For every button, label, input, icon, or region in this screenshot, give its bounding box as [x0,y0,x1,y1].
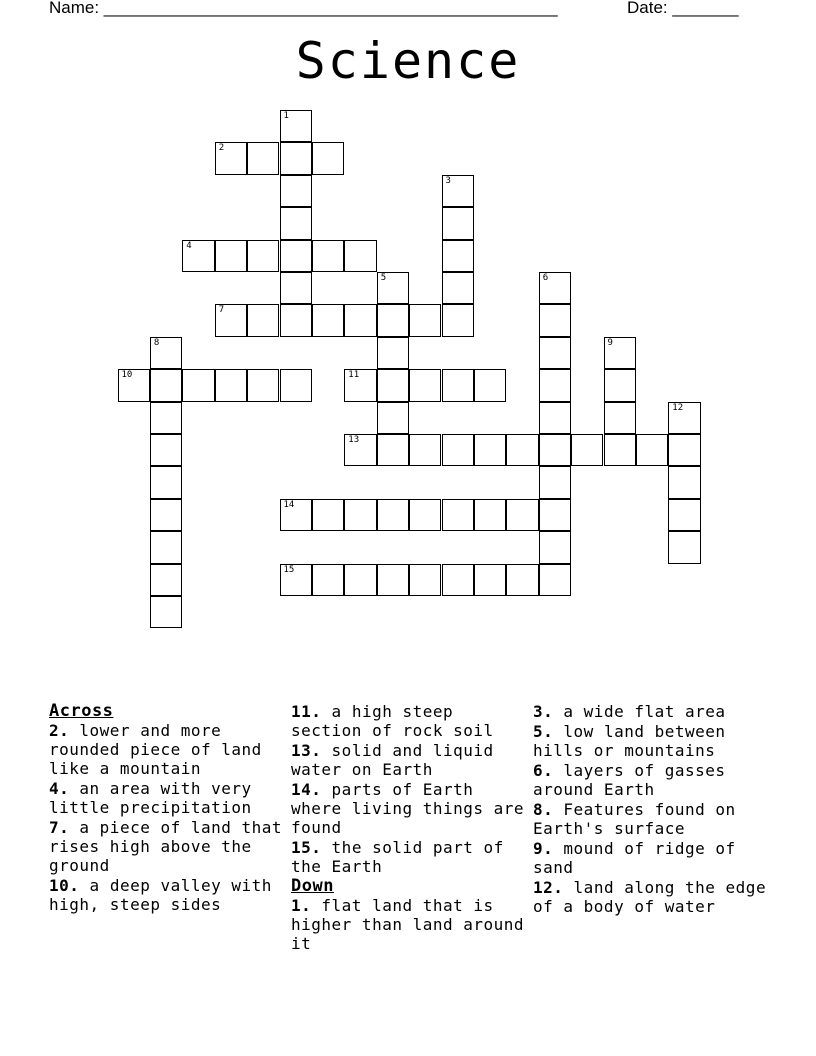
crossword-cell[interactable] [442,434,474,466]
crossword-cell[interactable] [312,142,344,174]
crossword-cell[interactable] [280,499,312,531]
crossword-cell[interactable] [150,402,182,434]
clue-number: 13 [348,435,360,445]
crossword-cell[interactable] [377,272,409,304]
crossword-cell[interactable] [506,564,538,596]
crossword-cell[interactable] [377,402,409,434]
crossword-cell[interactable] [539,272,571,304]
crossword-cell[interactable] [442,369,474,401]
crossword-cell[interactable] [150,531,182,563]
crossword-cell[interactable] [150,369,182,401]
clue-column-2 [291,702,527,954]
crossword-cell[interactable] [539,564,571,596]
clue-number: 10 [121,370,133,381]
crossword-cell[interactable] [539,434,571,466]
crossword-cell[interactable] [215,240,247,272]
crossword-cell[interactable] [344,369,376,401]
across-heading: Across [49,701,114,721]
crossword-cell[interactable] [377,434,409,466]
crossword-cell[interactable] [539,531,571,563]
crossword-cell[interactable] [344,434,376,466]
clue-down-12: 12. land along the edge of a body of water [533,878,767,916]
crossword-cell[interactable] [442,272,474,304]
crossword-cell[interactable] [668,531,700,563]
clue-across-11: 11. a high steep section of rock soil [291,702,494,740]
crossword-cell[interactable] [150,434,182,466]
crossword-cell[interactable] [668,402,700,434]
clue-column-3 [533,702,769,917]
crossword-cell[interactable] [280,304,312,336]
crossword-cell[interactable] [377,369,409,401]
clue-down-8: 8. Features found on Earth's surface [533,800,736,838]
clue-number: 1 [283,111,289,121]
crossword-cell[interactable] [150,596,182,628]
crossword-cell[interactable] [344,304,376,336]
crossword-cell[interactable] [215,142,247,174]
clue-across-13: 13. solid and liquid water on Earth [291,741,494,779]
crossword-cell[interactable] [668,466,700,498]
crossword-cell[interactable] [442,175,474,207]
clue-across-14: 14. parts of Earth where living things are found [291,780,525,837]
crossword-cell[interactable] [474,499,506,531]
crossword-cell[interactable] [150,499,182,531]
crossword-cell[interactable] [215,369,247,401]
clue-number: 12 [672,402,684,413]
crossword-cell[interactable] [539,337,571,369]
clue-number: 3 [445,175,451,186]
clue-number: 11 [348,370,360,381]
clue-across-2: 2. lower and more rounded piece of land like a mountain [49,721,262,778]
down-heading: Down [291,876,334,896]
crossword-cell[interactable] [247,240,279,272]
crossword-cell[interactable] [442,499,474,531]
clue-number: 14 [283,499,295,510]
date-field-label: Date: _______ [627,0,739,17]
crossword-cell[interactable] [280,175,312,207]
crossword-cell[interactable] [280,110,312,142]
crossword-cell[interactable] [247,304,279,336]
crossword-cell[interactable] [668,499,700,531]
crossword-cell[interactable] [539,304,571,336]
clue-number: 7 [218,305,225,316]
clue-column-1 [49,702,284,915]
clue-across-7: 7. a piece of land that rises high above the ground [49,818,283,875]
clue-number: 9 [607,337,613,348]
crossword-cell[interactable] [539,466,571,498]
crossword-cell[interactable] [344,240,376,272]
crossword-cell[interactable] [668,434,700,466]
crossword-cell[interactable] [150,466,182,498]
crossword-cell[interactable] [409,564,441,596]
clue-down-1: 1. flat land that is higher than land around it [291,896,525,953]
crossword-cell[interactable] [506,499,538,531]
crossword-cell[interactable] [409,369,441,401]
crossword-cell[interactable] [377,337,409,369]
crossword-cell[interactable] [377,499,409,531]
crossword-cell[interactable] [215,304,247,336]
crossword-cell[interactable] [118,369,150,401]
crossword-cell[interactable] [377,304,409,336]
crossword-cell[interactable] [182,240,214,272]
crossword-cell[interactable] [604,337,636,369]
crossword-cell[interactable] [539,402,571,434]
crossword-cell[interactable] [409,304,441,336]
clue-number: 2 [218,143,225,154]
crossword-cell[interactable] [571,434,603,466]
clue-number: 5 [380,273,387,283]
crossword-cell[interactable] [280,142,312,174]
crossword-cell[interactable] [312,564,344,596]
clue-number: 4 [186,240,192,251]
crossword-cell[interactable] [247,142,279,174]
clue-down-3: 3. a wide flat area [533,702,726,721]
crossword-cell[interactable] [636,434,668,466]
crossword-cell[interactable] [539,369,571,401]
crossword-cell[interactable] [442,240,474,272]
crossword-cell[interactable] [280,272,312,304]
clue-across-15: 15. the solid part of the Earth [291,838,504,876]
crossword-cell[interactable] [182,369,214,401]
crossword-cell[interactable] [247,369,279,401]
crossword-cell[interactable] [312,240,344,272]
crossword-cell[interactable] [442,564,474,596]
crossword-cell[interactable] [604,434,636,466]
crossword-cell[interactable] [344,564,376,596]
crossword-cell[interactable] [312,304,344,336]
crossword-cell[interactable] [344,499,376,531]
crossword-cell[interactable] [442,304,474,336]
clue-number: 6 [542,273,549,283]
clue-number: 8 [153,337,160,348]
crossword-cell[interactable] [409,499,441,531]
crossword-cell[interactable] [474,564,506,596]
crossword-cell[interactable] [604,402,636,434]
crossword-cell[interactable] [150,337,182,369]
clue-down-5: 5. low land between hills or mountains [533,722,726,760]
crossword-cell[interactable] [409,434,441,466]
crossword-cell[interactable] [539,499,571,531]
crossword-cell[interactable] [280,207,312,239]
crossword-cell[interactable] [506,434,538,466]
crossword-cell[interactable] [377,564,409,596]
crossword-cell[interactable] [150,564,182,596]
crossword-cell[interactable] [280,564,312,596]
clue-number: 15 [283,564,295,575]
crossword-cell[interactable] [280,369,312,401]
crossword-cell[interactable] [604,369,636,401]
clue-across-4: 4. an area with very little precipitation [49,779,252,817]
clue-across-10: 10. a deep valley with high, steep sides [49,876,272,914]
crossword-cell[interactable] [474,434,506,466]
clue-down-6: 6. layers of gasses around Earth [533,761,726,799]
crossword-cell[interactable] [312,499,344,531]
name-field-label: Name: ________________________________________________ [49,0,558,17]
crossword-cell[interactable] [280,240,312,272]
clue-down-9: 9. mound of ridge of sand [533,839,736,877]
crossword-cell[interactable] [442,207,474,239]
page-title: Science [295,32,521,90]
crossword-cell[interactable] [474,369,506,401]
